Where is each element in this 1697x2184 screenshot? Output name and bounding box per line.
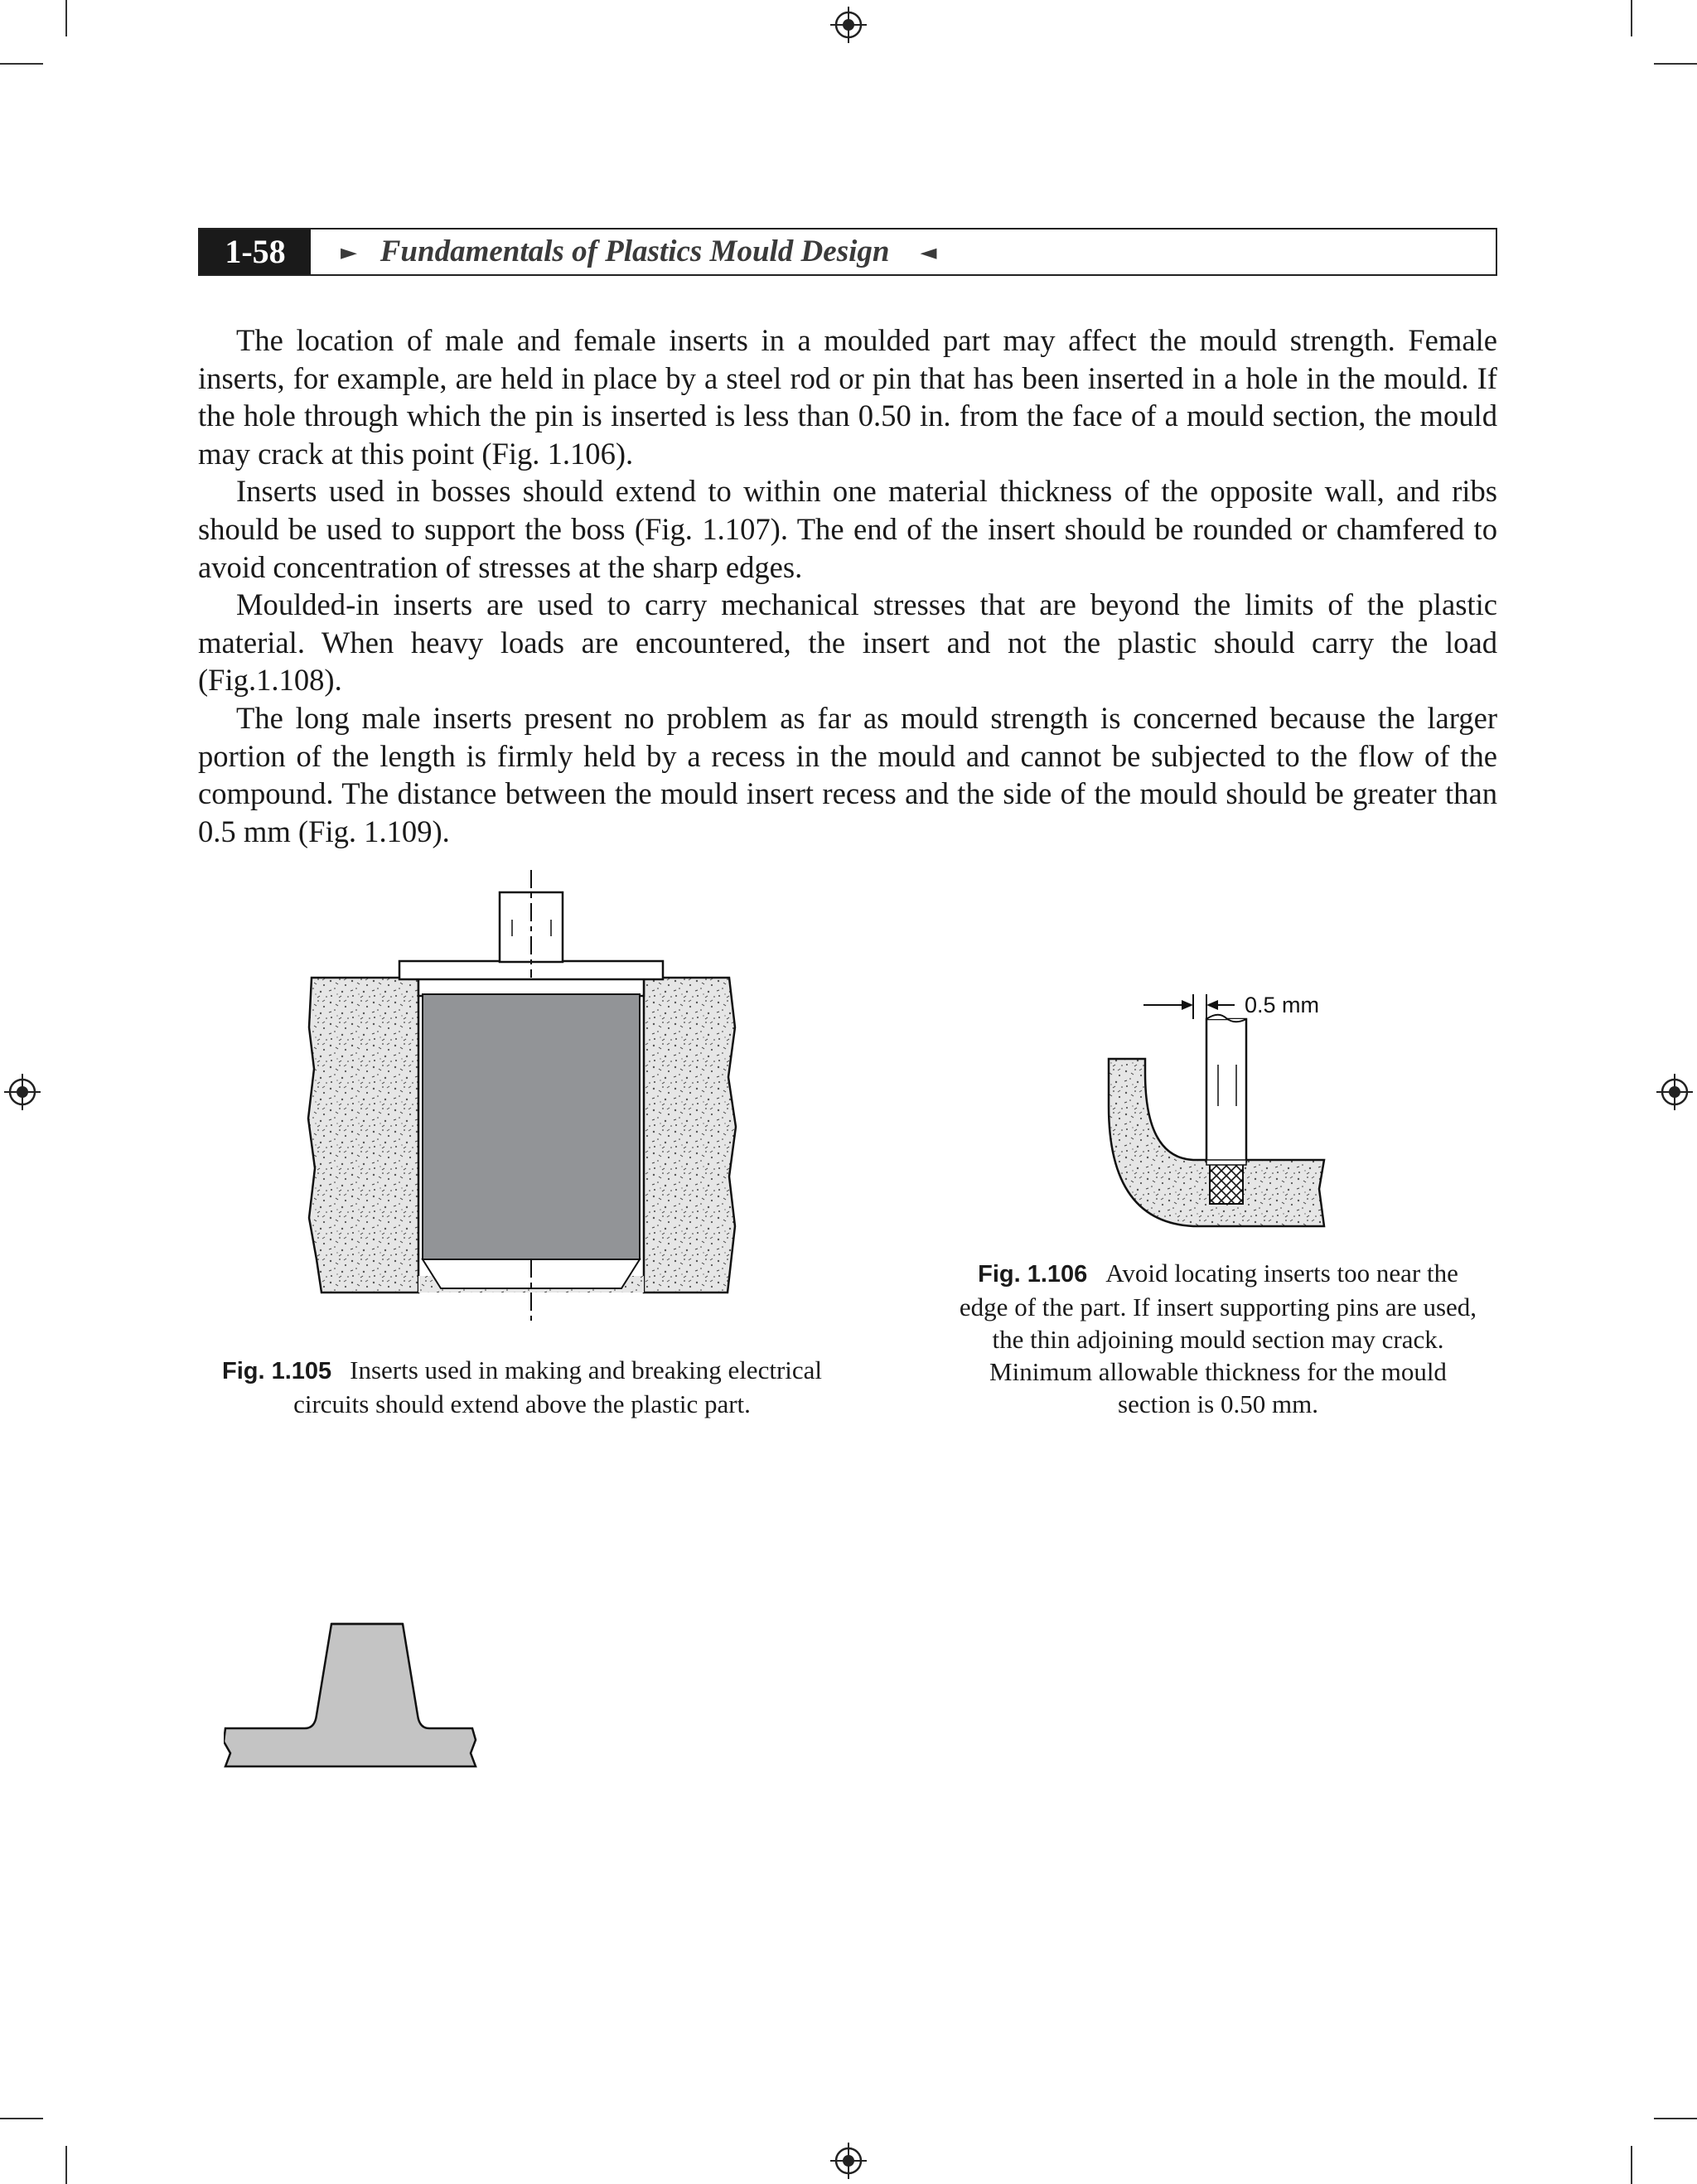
registration-mark-icon: [1655, 1072, 1695, 1112]
right-triangle-icon: ►: [341, 240, 357, 265]
paragraph: Inserts used in bosses should extend to within one material thickness of the opposite wall, and ribs should be used to support the boss (Fig. 1.107). The end of the insert should be rounded or chamfered to avoid concentration of stresses at the sharp edges.: [198, 474, 1497, 584]
book-title: Fundamentals of Plastics Mould Design: [380, 234, 890, 268]
page-number: 1-58: [200, 230, 311, 274]
figure-1-105-diagram: [307, 870, 737, 1326]
body-text: [198, 321, 1497, 850]
crop-mark: [0, 2118, 43, 2119]
registration-mark-icon: [829, 2141, 868, 2181]
figure-caption: [953, 1257, 1483, 1420]
registration-mark-icon: [829, 5, 868, 45]
crop-mark: [0, 63, 43, 65]
crop-mark: [1631, 0, 1632, 36]
left-triangle-icon: ◄: [920, 240, 937, 265]
registration-mark-icon: [2, 1072, 42, 1112]
crop-mark: [65, 2146, 67, 2184]
running-header: [198, 228, 1497, 276]
book-title-bar: [341, 230, 936, 274]
caption-text: Avoid locating inserts too near the edge of the part. If insert supporting pins are used, the thin adjoining mould section may crack. Minimum allowable thickness for the mould section is 0.50 mm.: [959, 1259, 1477, 1418]
paragraph: The long male inserts present no problem as far as mould strength is concerned because the larger portion of the length is firmly held by a recess in the mould and cannot be subjected to the flow of the compound. The distance between the mould insert recess and the side of the mould should be greater than 0.5 mm (Fig. 1.109).: [198, 700, 1497, 848]
paragraph: The location of male and female inserts in a moulded part may affect the mould strength. Female inserts, for example, are held in place by a steel rod or pin that has been inserted in a hole in the mould. If the hole through which the pin is inserted is less than 0.50 in. from the face of a mould section, the mould may crack at this point (Fig. 1.106).: [198, 323, 1497, 471]
caption-text: Inserts used in making and breaking electrical circuits should extend above the plastic part.: [293, 1355, 823, 1418]
crop-mark: [1654, 63, 1697, 65]
figure-number: Fig. 1.106: [978, 1261, 1088, 1288]
crop-mark: [1631, 2146, 1632, 2184]
figure-1-107-drawing: [224, 1607, 804, 1806]
crop-mark: [1654, 2118, 1697, 2119]
figure-number: Fig. 1.105: [221, 1358, 332, 1384]
paragraph: Moulded-in inserts are used to carry mechanical stresses that are beyond the limits of the plastic material. When heavy loads are encountered, the insert and not the plastic should carry the load (Fig.1.108).: [198, 587, 1497, 698]
figure-caption: [182, 1354, 862, 1420]
dimension-label: 0.5 mm: [1245, 993, 1320, 1017]
figure-1-106-diagram: [1102, 982, 1384, 1230]
crop-mark: [65, 0, 67, 36]
